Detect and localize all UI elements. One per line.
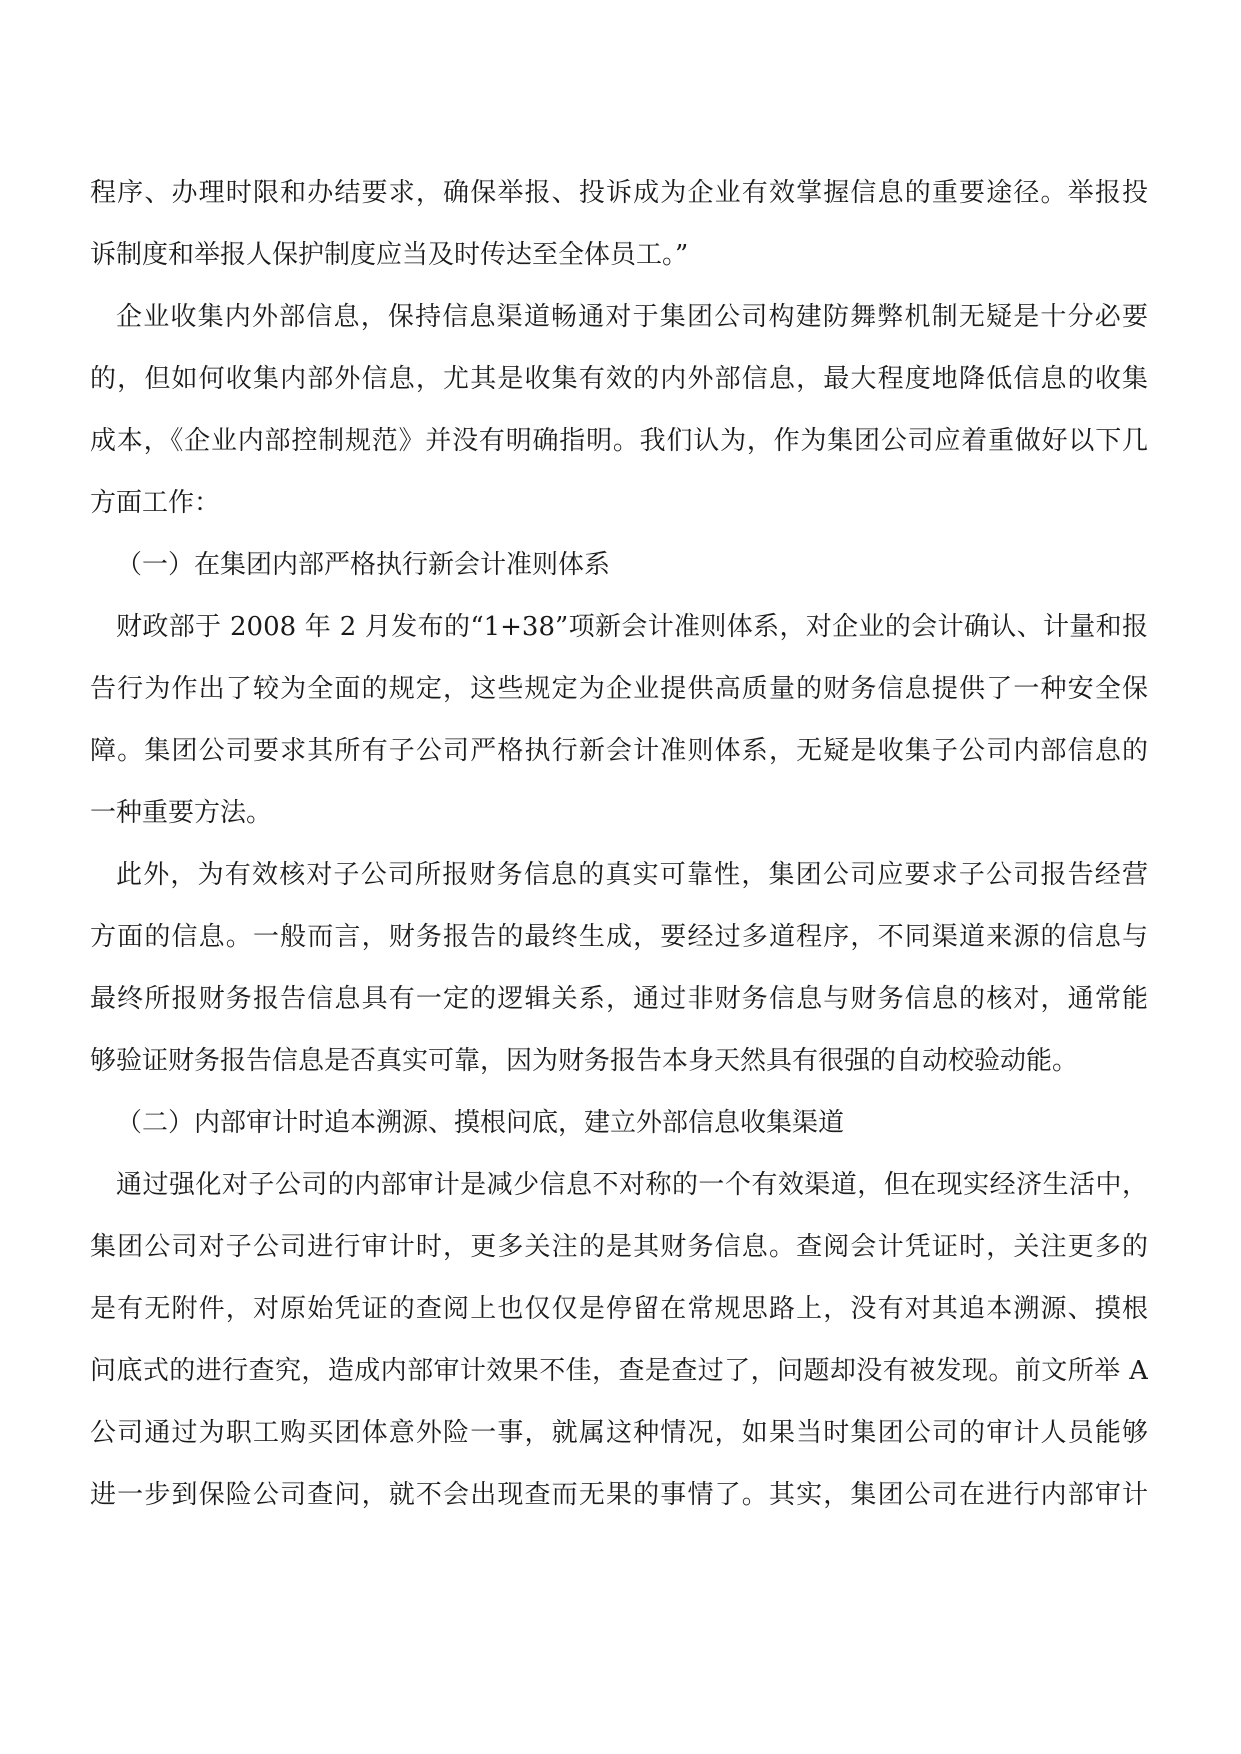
text-line: 方面的信息。一般而言，财务报告的最终生成，要经过多道程序，不同渠道来源的信息与 [90, 922, 1148, 952]
text-line: 够验证财务报告信息是否真实可靠，因为财务报告本身天然具有很强的自动校验动能。 [90, 1046, 1079, 1076]
text-line: 此外，为有效核对子公司所报财务信息的真实可靠性，集团公司应要求子公司报告经营 [116, 860, 1148, 890]
text-line: 成本，《企业内部控制规范》并没有明确指明。我们认为，作为集团公司应着重做好以下几 [90, 426, 1148, 456]
text-line: 的，但如何收集内部外信息，尤其是收集有效的内外部信息，最大程度地降低信息的收集 [90, 364, 1148, 394]
text-line: 告行为作出了较为全面的规定，这些规定为企业提供高质量的财务信息提供了一种安全保 [90, 674, 1148, 704]
text-line: 方面工作： [90, 488, 221, 518]
text-line: 公司通过为职工购买团体意外险一事，就属这种情况，如果当时集团公司的审计人员能够 [90, 1418, 1148, 1448]
text-line: 一种重要方法。 [90, 798, 273, 828]
text-line: 程序、办理时限和办结要求，确保举报、投诉成为企业有效掌握信息的重要途径。举报投 [90, 178, 1148, 208]
text-line: 企业收集内外部信息，保持信息渠道畅通对于集团公司构建防舞弊机制无疑是十分必要 [116, 302, 1148, 332]
section-heading: （二）内部审计时追本溯源、摸根问底，建立外部信息收集渠道 [116, 1108, 845, 1138]
section-heading: （一）在集团内部严格执行新会计准则体系 [116, 550, 611, 580]
text-line: 诉制度和举报人保护制度应当及时传达至全体员工。” [90, 240, 689, 270]
text-line: 集团公司对子公司进行审计时，更多关注的是其财务信息。查阅会计凭证时，关注更多的 [90, 1232, 1148, 1262]
text-line: 财政部于 2008 年 2 月发布的“1+38”项新会计准则体系，对企业的会计确认、计量和报 [116, 612, 1148, 642]
text-line: 障。集团公司要求其所有子公司严格执行新会计准则体系，无疑是收集子公司内部信息的 [90, 736, 1148, 766]
text-line: 问底式的进行查究，造成内部审计效果不佳，查是查过了，问题却没有被发现。前文所举 A [90, 1356, 1148, 1386]
text-line: 是有无附件，对原始凭证的查阅上也仅仅是停留在常规思路上，没有对其追本溯源、摸根 [90, 1294, 1148, 1324]
document-body [90, 162, 1148, 1526]
text-line: 进一步到保险公司查问，就不会出现查而无果的事情了。其实，集团公司在进行内部审计 [90, 1480, 1148, 1510]
text-line: 最终所报财务报告信息具有一定的逻辑关系，通过非财务信息与财务信息的核对，通常能 [90, 984, 1148, 1014]
text-line: 通过强化对子公司的内部审计是减少信息不对称的一个有效渠道，但在现实经济生活中， [116, 1170, 1148, 1200]
